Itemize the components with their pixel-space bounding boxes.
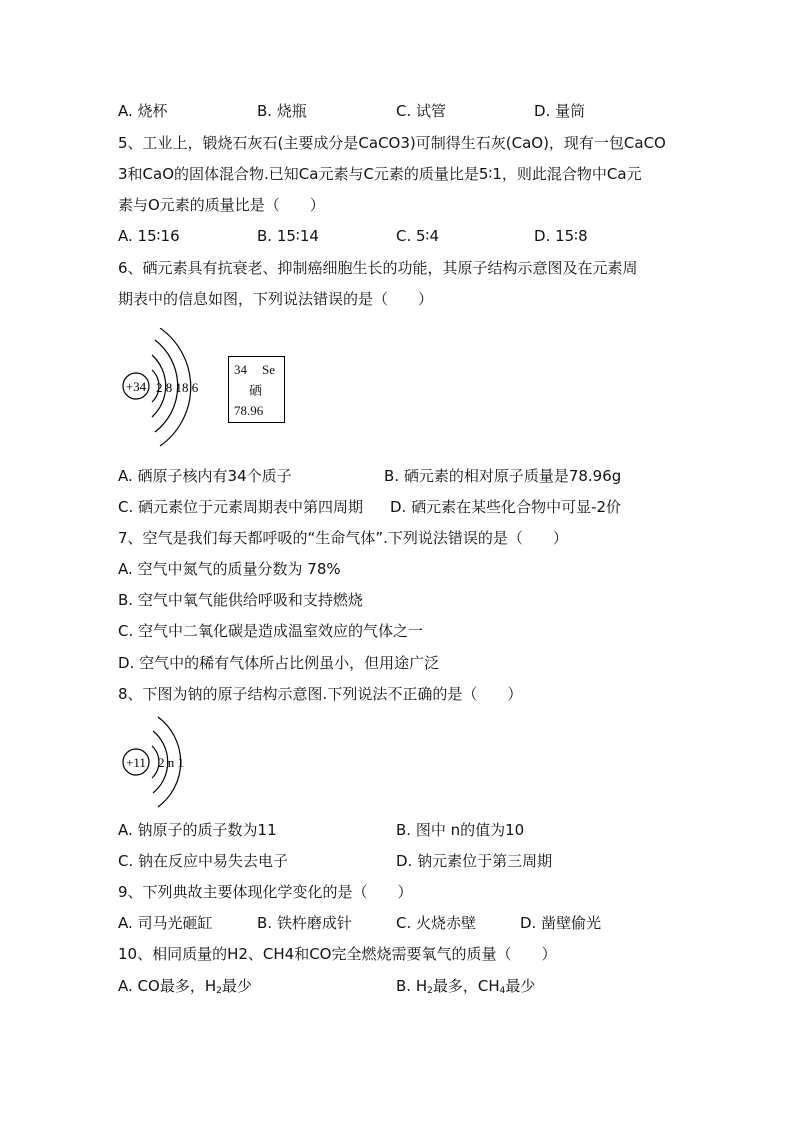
q10-option-b-sub-2: 4 <box>499 986 506 996</box>
q9-option-c: C. 火烧赤壁 <box>396 914 477 932</box>
q8-option-c: C. 钠在反应中易失去电子 <box>118 852 289 870</box>
q5-option-d: D. 15∶8 <box>534 227 588 245</box>
element-atomic-mass: 78.96 <box>234 403 264 418</box>
q8-option-a: A. 钠原子的质子数为11 <box>118 821 277 839</box>
q10-option-a-sub: 2 <box>216 986 222 996</box>
q4-option-c: C. 试管 <box>396 102 447 120</box>
q10-option-a-text-2: 最少 <box>221 977 252 995</box>
element-atomic-number: 34 <box>234 362 247 377</box>
q7-option-a: A. 空气中氮气的质量分数为 78% <box>118 560 341 578</box>
q9-option-b: B. 铁杵磨成针 <box>257 914 352 932</box>
q9-stem: 9、下列典故主要体现化学变化的是（ ） <box>118 883 413 901</box>
q9-option-a: A. 司马光砸缸 <box>118 914 213 932</box>
q8-option-d: D. 钠元素位于第三周期 <box>396 852 553 870</box>
q7-option-c: C. 空气中二氧化碳是造成温室效应的气体之一 <box>118 622 424 640</box>
q10-option-b <box>396 976 535 1001</box>
q9-option-d: D. 凿壁偷光 <box>520 914 602 932</box>
q10-option-b-sub-1: 2 <box>427 986 433 996</box>
q10-option-a <box>118 976 252 1001</box>
element-symbol: Se <box>262 362 275 377</box>
q6-stem-line-2: 期表中的信息如图，下列说法错误的是（ ） <box>118 290 434 308</box>
q4-option-d: D. 量筒 <box>534 102 586 120</box>
q4-option-a: A. 烧杯 <box>118 102 168 120</box>
selenium-element-box <box>228 356 285 423</box>
q10-option-b-text-2: 最多，CH <box>432 977 500 995</box>
q10-option-b-text-3: 最少 <box>505 977 536 995</box>
selenium-nucleus-charge: +34 <box>125 379 147 394</box>
q6-option-b: B. 硒元素的相对原子质量是78.96g <box>384 467 622 485</box>
element-name: 硒 <box>249 383 263 398</box>
q6-stem-line-1: 6、硒元素具有抗衰老、抑制癌细胞生长的功能，其原子结构示意图及在元素周 <box>118 259 638 277</box>
q5-stem-line-3: 素与O元素的质量比是（ ） <box>118 196 325 214</box>
q6-option-d: D. 硒元素在某些化合物中可显-2价 <box>390 498 622 516</box>
q5-stem-line-1: 5、工业上，锻烧石灰石(主要成分是CaCO3)可制得生石灰(CaO)，现有一包CaCO <box>118 134 666 152</box>
q7-stem: 7、空气是我们每天都呼吸的“生命气体”.下列说法错误的是（ ） <box>118 529 568 547</box>
q6-option-c: C. 硒元素位于元素周期表中第四周期 <box>118 498 364 516</box>
q7-option-d: D. 空气中的稀有气体所占比例虽小，但用途广泛 <box>118 654 440 672</box>
q5-option-b: B. 15∶14 <box>257 227 319 245</box>
sodium-atom-diagram <box>118 716 198 808</box>
q5-stem-line-2: 3和CaO的固体混合物.已知Ca元素与C元素的质量比是5∶1，则此混合物中Ca元 <box>118 165 642 183</box>
q8-stem: 8、下图为钠的原子结构示意图.下列说法不正确的是（ ） <box>118 685 523 703</box>
sodium-electron-counts: 2 n 1 <box>158 755 184 770</box>
q8-option-b: B. 图中 n的值为10 <box>396 821 525 839</box>
q4-option-b: B. 烧瓶 <box>257 102 307 120</box>
q5-option-a: A. 15∶16 <box>118 227 180 245</box>
q6-option-a: A. 硒原子核内有34个质子 <box>118 467 292 485</box>
selenium-electron-counts: 2 8 18 6 <box>156 380 199 395</box>
q7-option-b: B. 空气中氧气能供给呼吸和支持燃烧 <box>118 591 363 609</box>
q5-option-c: C. 5∶4 <box>396 227 440 245</box>
q10-option-a-text-1: A. CO最多，H <box>118 977 217 995</box>
selenium-atom-diagram <box>118 328 218 452</box>
sodium-nucleus-charge: +11 <box>126 755 146 770</box>
q10-stem: 10、相同质量的H2、CH4和CO完全燃烧需要氧气的质量（ ） <box>118 945 557 963</box>
q10-option-b-text-1: B. H <box>396 977 428 995</box>
